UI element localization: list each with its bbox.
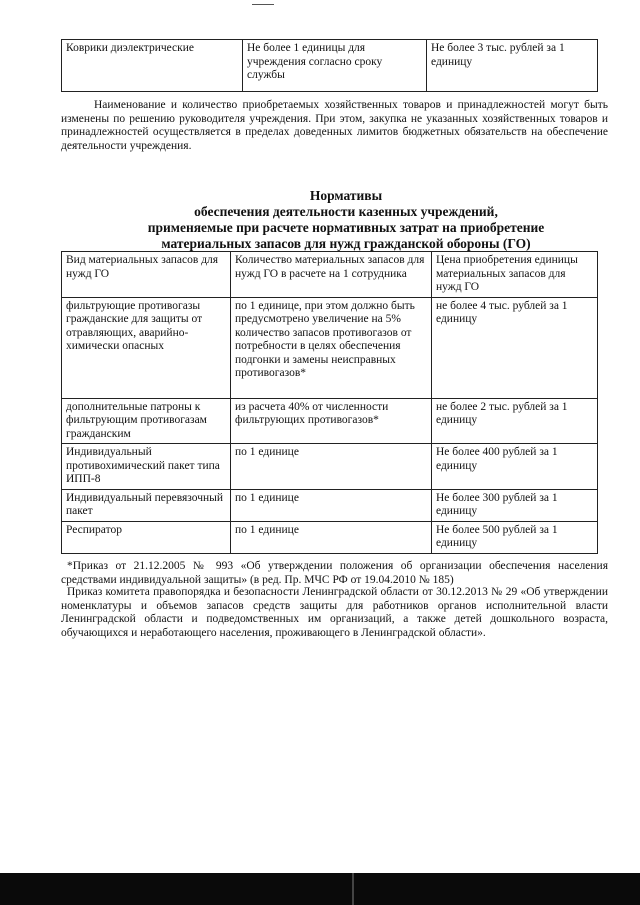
- table-header-cell: Количество материальных запасов для нужд ГО в расчете на 1 сотрудника: [231, 252, 432, 298]
- table-cell: по 1 единице: [231, 489, 432, 521]
- scan-mark: [252, 4, 274, 5]
- table-header-cell: Цена приобретения единицы материальных запасов для нужд ГО: [432, 252, 598, 298]
- table-cell: по 1 единице: [231, 521, 432, 553]
- table-cell: дополнительные патроны к фильтрующим противогазам гражданским: [62, 398, 231, 444]
- table-row: [62, 297, 598, 398]
- table-row: [62, 444, 598, 490]
- table-header-cell: Вид материальных запасов для нужд ГО: [62, 252, 231, 298]
- table-cell: Коврики диэлектрические: [62, 40, 243, 92]
- table-cell: фильтрующие противогазы гражданские для защиты от отравляющих, аварийно-химически опасных: [62, 297, 231, 398]
- table-row: [62, 40, 598, 92]
- table-cell: по 1 единице, при этом должно быть предусмотрено увеличение на 5% количество запасов противогазов от потребности в целях обеспечения подгонки и замены неисправных противогазов*: [231, 297, 432, 398]
- table-cell: Не более 500 рублей за 1 единицу: [432, 521, 598, 553]
- table-cell: по 1 единице: [231, 444, 432, 490]
- paragraph: Наименование и количество приобретаемых хозяйственных товаров и принадлежностей могут быть изменены по решению руководителя учреждения. При этом, закупка не указанных хозяйственных товаров и принадлежностей осуществляется в пределах доведенных лимитов бюджетных обязательств на обеспечение деятельности учреждения.: [61, 99, 608, 152]
- table-header-row: [62, 252, 598, 298]
- scan-bottom-border: [0, 873, 640, 905]
- heading-line: применяемые при расчете нормативных затрат на приобретение: [147, 220, 545, 235]
- table-cell: Индивидуальный перевязочный пакет: [62, 489, 231, 521]
- scan-artifact: [352, 873, 354, 905]
- table-cell: из расчета 40% от численности фильтрующих противогазов*: [231, 398, 432, 444]
- table-cell: Не более 3 тыс. рублей за 1 единицу: [427, 40, 598, 92]
- top-table: [61, 39, 598, 92]
- table-row: [62, 489, 598, 521]
- table-cell: Не более 1 единицы для учреждения согласно сроку службы: [243, 40, 427, 92]
- table-cell: Не более 400 рублей за 1 единицу: [432, 444, 598, 490]
- table-row: [62, 398, 598, 444]
- table-row: [62, 521, 598, 553]
- table-cell: не более 4 тыс. рублей за 1 единицу: [432, 297, 598, 398]
- footnote: Приказ комитета правопорядка и безопасности Ленинградской области от 30.12.2013 № 29 «Об утверждении номенклатуры и объемов запасов средств защиты для работников органов исполнительной власти Ленинградской области и подведомственных им организаций, а также детей дошкольного возраста, обучающихся и неработающего населения, проживающего в Ленинградской области».: [61, 586, 608, 639]
- table-cell: Индивидуальный противохимический пакет типа ИПП-8: [62, 444, 231, 490]
- table-cell: не более 2 тыс. рублей за 1 единицу: [432, 398, 598, 444]
- table-cell: Респиратор: [62, 521, 231, 553]
- go-table: [61, 251, 598, 554]
- heading-line: Нормативы: [309, 188, 383, 203]
- heading-line: материальных запасов для нужд гражданской обороны (ГО): [161, 236, 531, 251]
- footnote: *Приказ от 21.12.2005 № 993 «Об утверждении положения об организации обеспечения населения средствами индивидуальной защиты» (в ред. Пр. МЧС РФ от 19.04.2010 № 185): [61, 560, 608, 586]
- heading-line: обеспечения деятельности казенных учреждений,: [194, 204, 498, 219]
- table-cell: Не более 300 рублей за 1 единицу: [432, 489, 598, 521]
